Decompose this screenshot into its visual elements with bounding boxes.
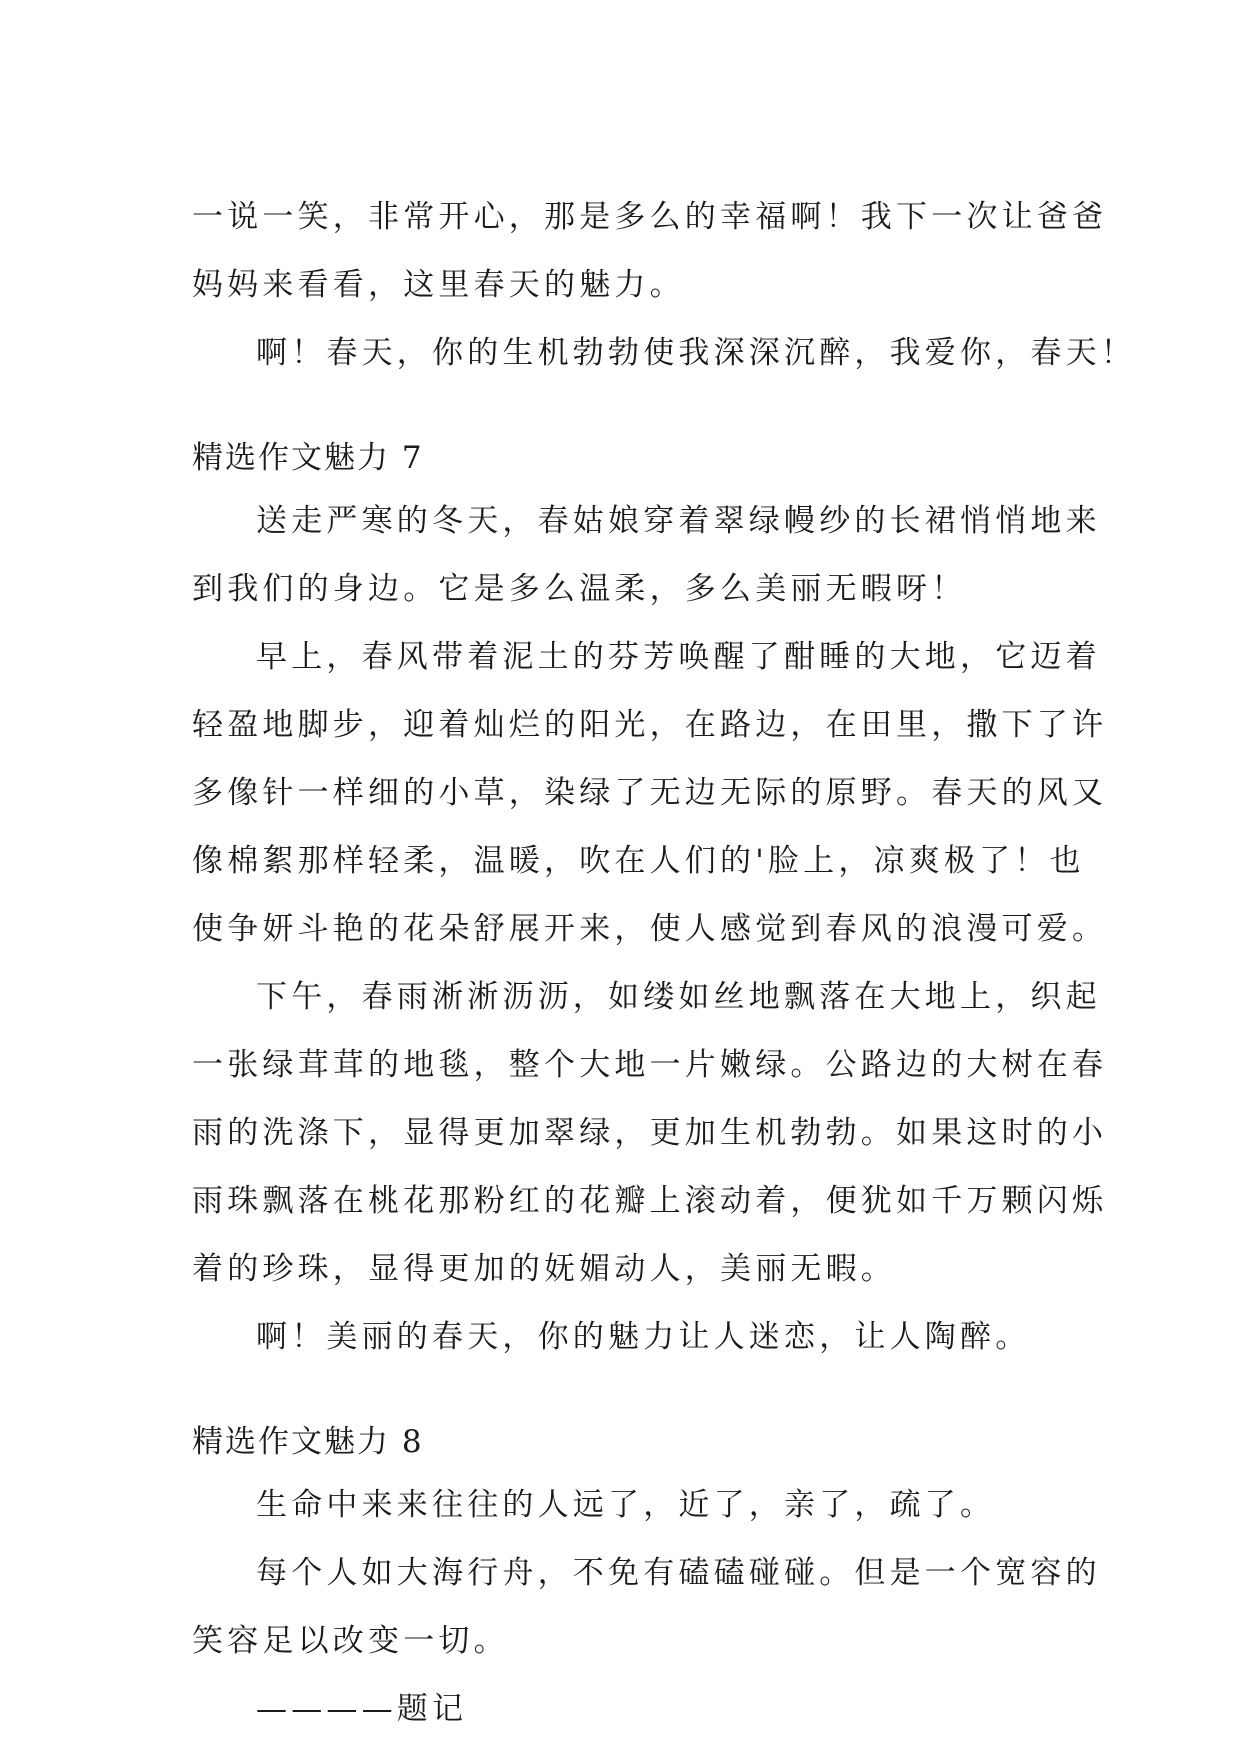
paragraph-line: 到我们的身边。它是多么温柔，多么美丽无暇呀！	[192, 571, 967, 607]
paragraph-line: 多像针一样细的小草，染绿了无边无际的原野。春天的风又	[192, 775, 1108, 811]
paragraph-line: 妈妈来看看，这里春天的魅力。	[192, 267, 685, 303]
paragraph-line: 早上，春风带着泥土的芬芳唤醒了酣睡的大地，它迈着	[256, 639, 1101, 675]
paragraph-line: 使争妍斗艳的花朵舒展开来，使人感觉到春风的浪漫可爱。	[192, 911, 1108, 947]
section-heading: 精选作文魅力 7	[192, 440, 424, 476]
paragraph-line: 啊！美丽的春天，你的魅力让人迷恋，让人陶醉。	[256, 1319, 1031, 1355]
paragraph-line: 生命中来来往往的人远了，近了，亲了，疏了。	[256, 1487, 996, 1523]
paragraph-line: 一张绿茸茸的地毯，整个大地一片嫩绿。公路边的大树在春	[192, 1047, 1108, 1083]
paragraph-line: 着的珍珠，显得更加的妩媚动人，美丽无暇。	[192, 1251, 896, 1287]
paragraph-line: 笑容足以改变一切。	[192, 1623, 509, 1659]
section-heading: 精选作文魅力 8	[192, 1424, 424, 1460]
paragraph-line: 雨珠飘落在桃花那粉红的花瓣上滚动着，便犹如千万颗闪烁	[192, 1183, 1108, 1219]
paragraph-line: 每个人如大海行舟，不免有磕磕碰碰。但是一个宽容的	[256, 1555, 1101, 1591]
paragraph-line: 下午，春雨淅淅沥沥，如缕如丝地飘落在大地上，织起	[256, 979, 1101, 1015]
paragraph-line: 啊！春天，你的生机勃勃使我深深沉醉，我爱你，春天！	[256, 335, 1136, 371]
paragraph-line: 一说一笑，非常开心，那是多么的幸福啊！我下一次让爸爸	[192, 199, 1108, 235]
paragraph-line: 雨的洗涤下，显得更加翠绿，更加生机勃勃。如果这时的小	[192, 1115, 1108, 1151]
epigraph-line: ————题记	[256, 1691, 468, 1727]
paragraph-line: 送走严寒的冬天，春姑娘穿着翠绿幔纱的长裙悄悄地来	[256, 503, 1101, 539]
paragraph-line: 轻盈地脚步，迎着灿烂的阳光，在路边，在田里，撒下了许	[192, 707, 1108, 743]
paragraph-line: 像棉絮那样轻柔，温暖，吹在人们的'脸上，凉爽极了！也	[192, 843, 1085, 879]
